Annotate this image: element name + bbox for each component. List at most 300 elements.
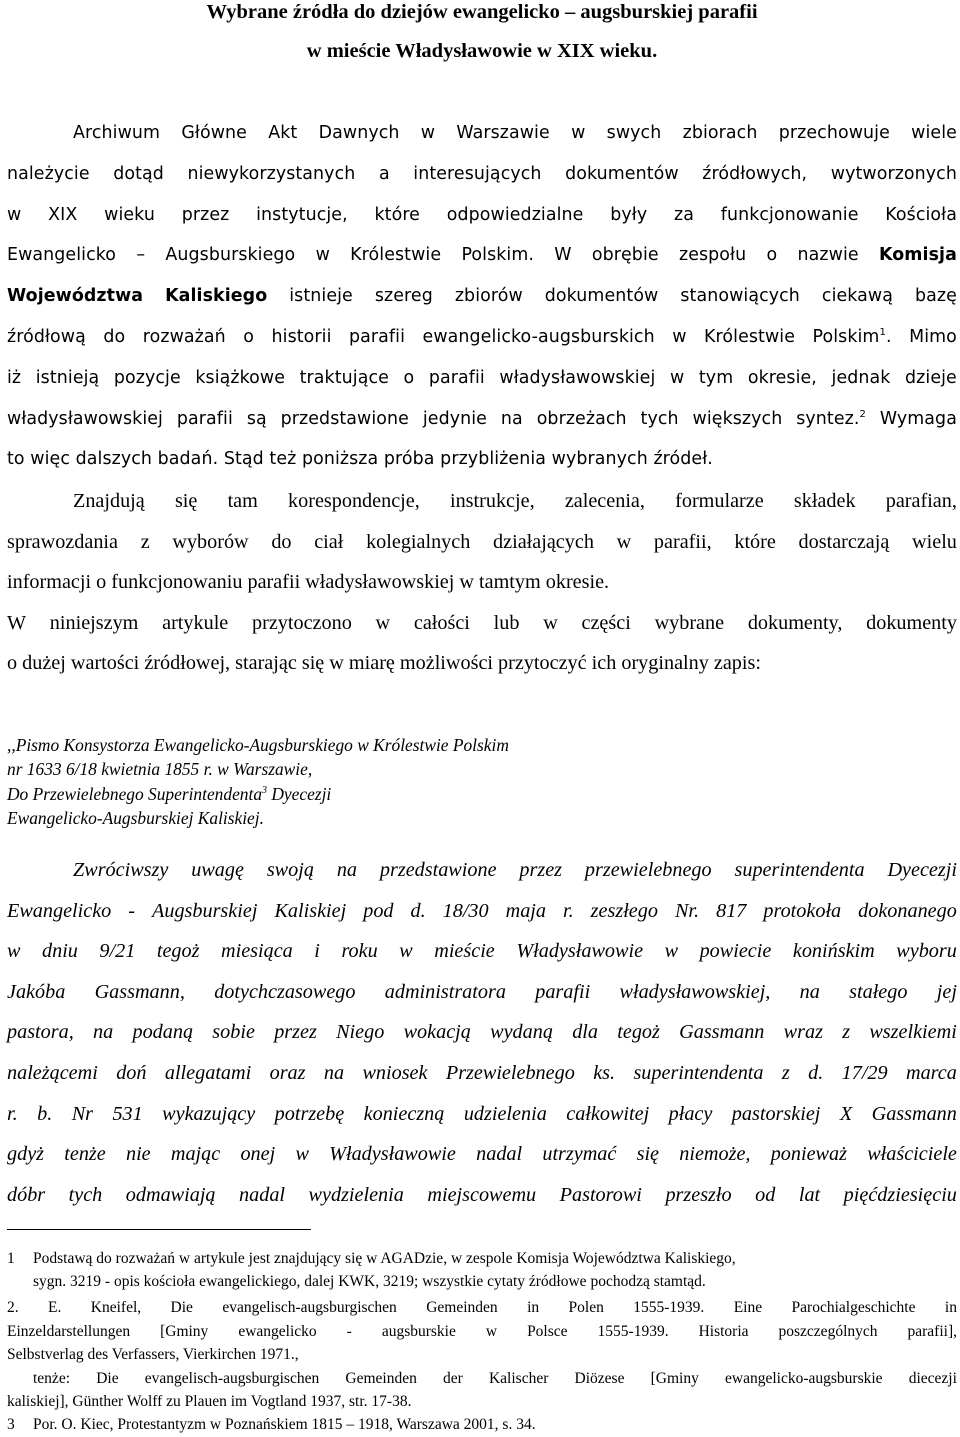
word: nadal [239, 1183, 286, 1206]
word: parafii [535, 980, 591, 1003]
word: w [669, 367, 685, 388]
word: parafii, [653, 530, 712, 553]
word: Wymaga [879, 408, 957, 429]
document-title-line-1: Wybrane źródła do dziejów ewangelicko – augsburskiej parafii [206, 1, 758, 23]
word: Augsburskiej [152, 899, 258, 922]
word: wytworzonych [830, 163, 957, 184]
document-title-line-2: w mieście Władysławowie w XIX wieku. [306, 40, 658, 62]
word: Diözese [574, 1370, 625, 1387]
word: konińskim [792, 940, 875, 963]
word: W [554, 245, 572, 266]
justified-line [7, 1320, 957, 1344]
word: bazę [915, 286, 957, 307]
intro-line-2 [7, 154, 957, 195]
word: tych [68, 1183, 103, 1206]
word: 18/30 [442, 899, 489, 922]
word: r. [563, 899, 574, 922]
word: sprawozdania [7, 530, 118, 553]
footnote-1-line-2: sygn. 3219 - opis kościoła ewangelickiego, dalej KWK, 3219; wszystkie cytaty źródłowe pochodzą stamtąd. [33, 1273, 706, 1290]
word: wydzielenia [308, 1183, 404, 1206]
word: korespondencje, [288, 490, 420, 512]
letter-line-9 [7, 1175, 957, 1216]
word: jedynie [422, 408, 487, 429]
word: Die [170, 1299, 193, 1316]
word: uwagę [191, 859, 244, 881]
word: za [673, 204, 694, 225]
word: należącemi [7, 1061, 98, 1084]
justified-line [7, 891, 957, 932]
intro-line-4 [7, 235, 957, 276]
word: Augsburskiego [165, 245, 296, 266]
word: Eine [733, 1299, 763, 1316]
word: o [243, 326, 255, 347]
word: onej [240, 1143, 276, 1166]
word: są [246, 408, 267, 429]
word: der [443, 1370, 463, 1387]
letter-line-1 [7, 850, 957, 891]
intro-line-7 [7, 358, 957, 399]
word: 17/29 [841, 1061, 888, 1084]
word: swych [606, 123, 662, 143]
word: w [616, 530, 632, 553]
word: przechowuje [778, 123, 890, 143]
sources-paragraph [7, 481, 957, 684]
justified-line [7, 931, 957, 972]
word: przez [181, 204, 230, 225]
justified-line [7, 317, 957, 358]
letter-heading-line-4: Ewangelicko-Augsburskiej Kaliskiej. [7, 808, 264, 828]
word: o [766, 245, 778, 266]
word: Akt [268, 123, 298, 143]
word: Władysławowie [516, 940, 644, 963]
word: X [839, 1102, 853, 1125]
word: niemoże, [679, 1143, 751, 1166]
word: na [336, 859, 358, 881]
letter-line-2 [7, 891, 957, 932]
justified-line [7, 1012, 957, 1053]
word: potrzebę [274, 1102, 345, 1125]
word: w [571, 123, 586, 143]
letter-heading-line-3 [7, 782, 331, 806]
word: evangelisch-augsburgischen [222, 1299, 397, 1316]
word: ewangelicko [238, 1323, 317, 1340]
word: w [420, 123, 436, 143]
word: Kneifel, [90, 1299, 142, 1316]
word: na [323, 1061, 345, 1084]
word: 9/21 [99, 940, 136, 963]
word: artykule [162, 611, 229, 634]
word: - [128, 899, 136, 922]
footnote-2-line-2 [7, 1320, 957, 1344]
word: tym [698, 367, 734, 388]
word: wyboru [896, 940, 957, 963]
word: Polsce [527, 1323, 568, 1340]
word: d. [410, 899, 426, 922]
word: dla [572, 1021, 598, 1044]
word: oraz [269, 1061, 306, 1084]
word: Nr. [674, 899, 700, 922]
word: wykazujący [162, 1102, 256, 1125]
word: na [799, 980, 820, 1003]
intro-paragraph [7, 113, 957, 480]
word: a [378, 163, 390, 184]
justified-line [7, 235, 957, 276]
footnote-1-line-1 [7, 1247, 957, 1271]
word: większych [692, 408, 783, 429]
word: się [174, 490, 198, 512]
word: Znajdują [73, 490, 145, 512]
word: tegoż [617, 1021, 660, 1044]
word: parafii [349, 326, 406, 347]
word: Pastorowi [559, 1183, 642, 1206]
word: miesiąca [221, 940, 293, 963]
word: tenże [64, 1143, 106, 1166]
word: do [103, 326, 126, 347]
word: Gemeinden [345, 1370, 417, 1387]
word: były [610, 204, 648, 225]
word: – [136, 245, 146, 266]
word: w [7, 940, 21, 963]
word: Gassmann [871, 1102, 957, 1125]
word: od [755, 1183, 776, 1206]
word: diecezji [908, 1370, 957, 1387]
word: odpowiedzialne [446, 204, 584, 225]
word: Archiwum [73, 123, 161, 143]
intro-line-5 [7, 276, 957, 317]
word: właściciele [867, 1143, 957, 1166]
word: in [527, 1299, 540, 1316]
justified-line [7, 1134, 957, 1175]
word: odmawiają [125, 1183, 216, 1206]
word: administratora [384, 980, 506, 1003]
word: działających [493, 530, 594, 553]
word: parafian, [885, 490, 957, 512]
word: [Gminy [160, 1323, 209, 1340]
word: Królestwie [704, 326, 796, 347]
word: evangelisch-augsburgischen [144, 1370, 320, 1387]
word: wydaną [490, 1021, 553, 1044]
word: Władysławowie [329, 1143, 456, 1166]
word: dokumentów [565, 163, 679, 184]
word: konieczną [363, 1102, 445, 1125]
word: przedstawione [379, 859, 497, 881]
word: dóbr [7, 1183, 46, 1206]
word: miejscowemu [427, 1183, 537, 1206]
word: historii [271, 326, 332, 347]
word: utrzymać [542, 1143, 617, 1166]
letter-line-7 [7, 1094, 957, 1135]
sources-line-2 [7, 522, 957, 563]
word: Komisja [878, 245, 957, 266]
word: lat [798, 1183, 821, 1206]
word: przez [519, 859, 563, 881]
word: i [314, 940, 320, 963]
intro-line-1 [7, 113, 957, 154]
word: XIX [48, 204, 78, 225]
word: Niego [336, 1021, 385, 1044]
word: w [485, 1323, 498, 1340]
footnote-1-number: 1 [7, 1250, 15, 1267]
intro-line-6 [7, 317, 957, 358]
word: Einzeldarstellungen [7, 1323, 131, 1340]
word: syntez.$^2$ [796, 408, 866, 429]
word: mieście [434, 940, 495, 963]
addressee-text: Do Przewielebnego Superintendenta [7, 784, 263, 804]
word: dzieje [905, 367, 957, 388]
word: dokonanego [858, 899, 957, 922]
word: Die [96, 1370, 119, 1387]
word: Zwróciwszy [73, 859, 169, 881]
word: Ewangelicko [7, 899, 112, 922]
word: które [734, 530, 776, 553]
word: wszelkiemi [869, 1021, 957, 1044]
word: allegatami [164, 1061, 252, 1084]
letter-line-8 [7, 1134, 957, 1175]
word: parafii [428, 367, 485, 388]
word: dokumentów [544, 286, 659, 307]
word: w [399, 940, 413, 963]
word: ewangelicko-augsburskie [725, 1370, 883, 1387]
word: parafii], [907, 1323, 957, 1340]
justified-line [7, 522, 957, 563]
word: Kaliskiego [165, 286, 268, 307]
intro-line-3 [7, 195, 957, 236]
intro-line-8 [7, 399, 957, 440]
footnote-2-line-5: kaliskiej], Günther Wolff zu Plauen im Vogtland 1937, str. 17-38. [7, 1393, 412, 1410]
word: źródłową [7, 326, 86, 347]
footnote-2-line-4 [33, 1367, 957, 1391]
word: wiele [911, 123, 957, 143]
word: ciał [314, 530, 344, 553]
word: dokumenty, [747, 611, 843, 634]
word: pozycje [113, 367, 181, 388]
word: przytoczono [252, 611, 352, 634]
letter-line-4 [7, 972, 957, 1013]
letter-line-5 [7, 1012, 957, 1053]
word: poszczególnych [778, 1323, 878, 1340]
word: istnieją [35, 367, 100, 388]
word: które [374, 204, 420, 225]
word: E. [48, 1299, 62, 1316]
word: Dawnych [318, 123, 400, 143]
word: rozważań [142, 326, 226, 347]
footnote-3-text: Por. O. Kiec, Protestantyzm w Poznańskiem 1815 – 1918, Warszawa 2001, s. 34. [33, 1416, 536, 1433]
sources-line-3: informacji o funkcjonowaniu parafii władysławowskiej w tamtym okresie. [7, 571, 610, 594]
word: władysławowskiej, [619, 980, 771, 1003]
word: Dyecezji [887, 859, 957, 881]
word: części [581, 611, 631, 634]
word: interesujących [413, 163, 542, 184]
word: d. [808, 1061, 824, 1084]
word: niewykorzystanych [187, 163, 356, 184]
word: Gassmann [679, 1021, 765, 1044]
word: in [944, 1299, 957, 1316]
word: ciekawą [821, 286, 894, 307]
word: dniu [42, 940, 78, 963]
justified-line [73, 481, 957, 522]
footnote-ref: 2 [859, 408, 866, 420]
justified-line [7, 358, 957, 399]
footnote-2-line-3: Selbstverlag des Verfassers, Vierkirchen 1971., [7, 1346, 299, 1363]
word: władysławowskiej [7, 408, 163, 429]
word: nazwie [797, 245, 859, 266]
word: Nr [71, 1102, 94, 1125]
word: Województwa [7, 286, 144, 307]
word: się [636, 1143, 660, 1166]
word: superintendenta [633, 1061, 764, 1084]
word: Jakóba [7, 980, 66, 1003]
word: maja [505, 899, 546, 922]
word: marca [906, 1061, 957, 1084]
word: ewangelicko-augsburskich [422, 326, 655, 347]
word: 1555-1939. [597, 1323, 669, 1340]
word: swoją [266, 859, 314, 881]
word: powiecie [699, 940, 772, 963]
justified-line [7, 603, 957, 644]
word: Gemeinden [426, 1299, 498, 1316]
word: składek [793, 490, 856, 512]
word: tam [227, 490, 258, 512]
word: przez [274, 1021, 317, 1044]
word: traktujące [299, 367, 389, 388]
word: parafii [176, 408, 233, 429]
word: - [346, 1323, 352, 1340]
word: instytucje, [256, 204, 348, 225]
justified-line [7, 195, 957, 236]
word: na [500, 408, 523, 429]
word: 817 [716, 899, 747, 922]
word: szereg [374, 286, 433, 307]
word: niniejszym [49, 611, 139, 634]
word: formularze [675, 490, 764, 512]
letter-line-6 [7, 1053, 957, 1094]
word: książkowe [195, 367, 286, 388]
word: z [140, 530, 150, 553]
word: wraz [783, 1021, 823, 1044]
word: wybrane [654, 611, 725, 634]
justified-line [7, 1175, 957, 1216]
word: z [781, 1061, 790, 1084]
word: b. [37, 1102, 53, 1125]
word: instrukcje, [449, 490, 535, 512]
justified-line [7, 972, 957, 1013]
footnote-ref: 1 [879, 327, 886, 339]
word: dokumenty [866, 611, 957, 634]
word: Główne [181, 123, 247, 143]
word: w [543, 611, 558, 634]
letter-heading-line-1: ,,Pismo Konsystorza Ewangelicko-Augsburskiego w Królestwie Polskim [7, 735, 509, 755]
justified-line [7, 1094, 957, 1135]
word: jej [936, 980, 957, 1003]
word: jednak [831, 367, 891, 388]
word: funkcjonowanie [720, 204, 859, 225]
word: [Gminy [650, 1370, 699, 1387]
word: udzielenia [463, 1102, 547, 1125]
word: zespołu [678, 245, 747, 266]
word: Warszawie [456, 123, 550, 143]
word: w [672, 326, 687, 347]
footnote-3-line-1 [7, 1413, 957, 1437]
word: pięćdziesięciu [843, 1183, 957, 1206]
word: wyborów [172, 530, 249, 553]
word: wniosek [362, 1061, 428, 1084]
word: obrębie [591, 245, 659, 266]
word: okresie, [747, 367, 817, 388]
word: Królestwie [350, 245, 442, 266]
word: przewielebnego [584, 859, 712, 881]
word: sobie [212, 1021, 255, 1044]
word: W [7, 611, 27, 634]
word: lub [493, 611, 520, 634]
footnote-1-text: Podstawą do rozważań w artykule jest znajdujący się w AGADzie, w zespole Komisja Województwa Kaliskiego, [33, 1250, 736, 1267]
word: zbiorach [682, 123, 758, 143]
word: tych [640, 408, 679, 429]
word: dotychczasowego [214, 980, 356, 1003]
word: Ewangelicko [7, 245, 117, 266]
word: gdyż [7, 1143, 45, 1166]
word: superintendenta [734, 859, 865, 881]
word: kolegialnych [366, 530, 471, 553]
word: pastorskiej [731, 1102, 821, 1125]
word: roku [341, 940, 378, 963]
word: doń [116, 1061, 147, 1084]
footnote-2-line-1 [7, 1296, 957, 1320]
word: dotąd [113, 163, 164, 184]
justified-line [33, 1367, 957, 1391]
word: Parochialgeschichte [791, 1299, 916, 1316]
word: w [664, 940, 679, 963]
footnote-ref-3: 3 [262, 785, 268, 797]
word: przedstawione [280, 408, 409, 429]
word: stałego [849, 980, 908, 1003]
justified-line [7, 399, 957, 440]
word: o [403, 367, 415, 388]
word: mając [170, 1143, 221, 1166]
word: w [375, 611, 391, 634]
word: Polskim$^1$. [812, 326, 892, 347]
word: wokacją [403, 1021, 471, 1044]
letter-line-3 [7, 931, 957, 972]
word: Gassmann, [94, 980, 185, 1003]
word: nie [125, 1143, 151, 1166]
justified-line [7, 1296, 957, 1320]
sources-line-1 [7, 481, 957, 522]
word: Kościoła [885, 204, 957, 225]
word: istnieje [289, 286, 353, 307]
word: Mimo [909, 326, 957, 347]
justified-line [7, 154, 957, 195]
word: tenże: [33, 1370, 71, 1387]
word: protokoła [763, 899, 842, 922]
word: iż [7, 367, 22, 388]
justified-line [73, 850, 957, 891]
word: całkowitej [566, 1102, 650, 1125]
word: pastora, [7, 1021, 74, 1044]
word: z [842, 1021, 851, 1044]
addressee-diocese: Dyecezji [267, 784, 332, 804]
word: w [295, 1143, 309, 1166]
word: pod [363, 899, 394, 922]
word: r. [7, 1102, 18, 1125]
word: tegoż [156, 940, 200, 963]
word: Przewielebnego [445, 1061, 575, 1084]
word: źródłowych, [702, 163, 808, 184]
word: w [315, 245, 330, 266]
word: wielu [912, 530, 957, 553]
word: stanowiących [680, 286, 800, 307]
word: zbiorów [454, 286, 523, 307]
word: Polen [568, 1299, 604, 1316]
